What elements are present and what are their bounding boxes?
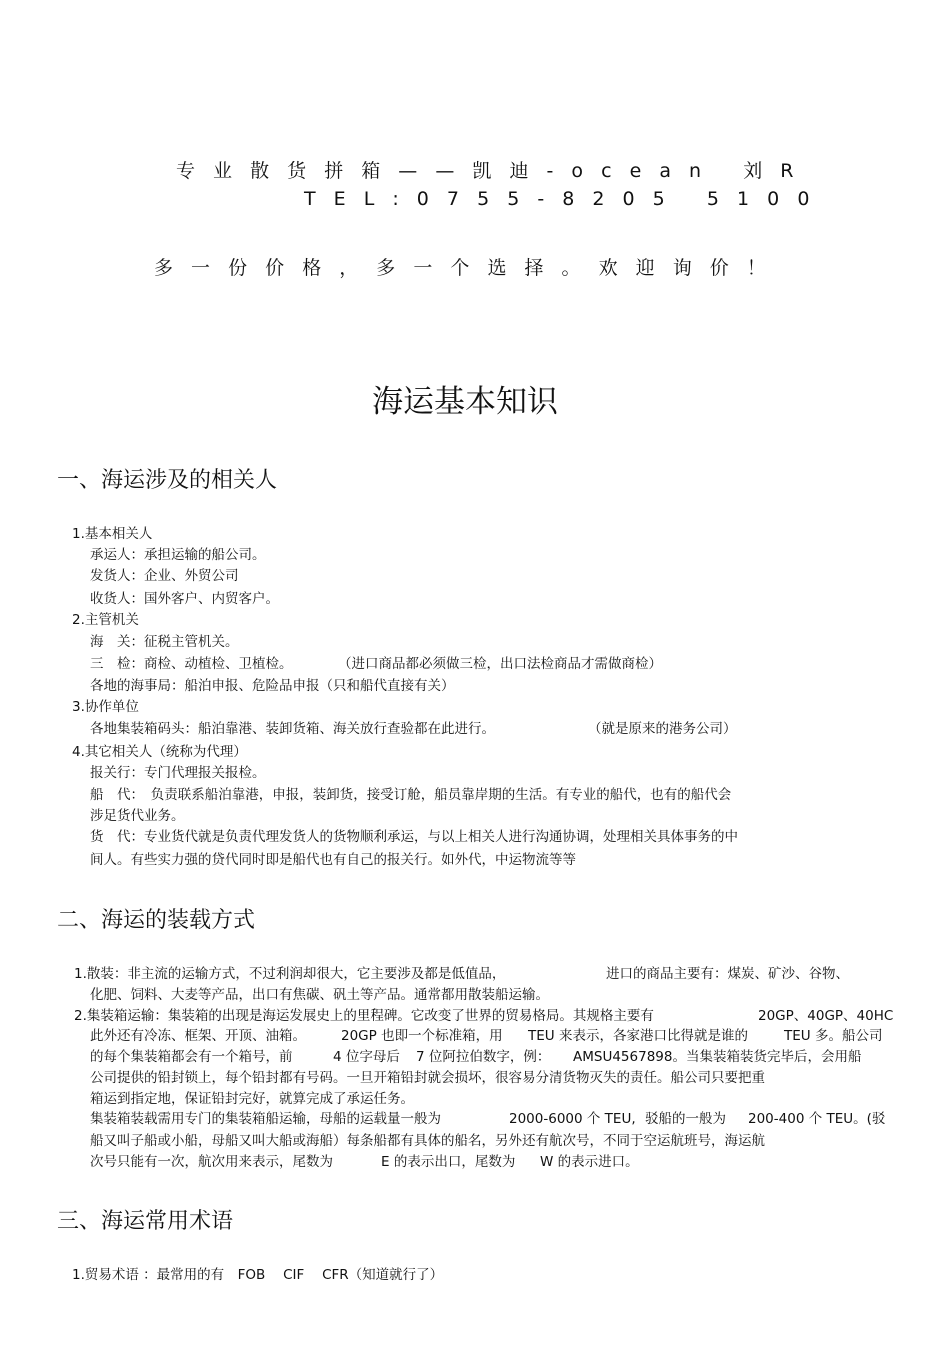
s2p3-line3a: 次号只能有一次，航次用来表示，尾数为 xyxy=(90,1154,333,1170)
s2-line2a: 三 检：商检、动植检、卫植检。 xyxy=(90,656,293,672)
s2p3-line1d: 200-400 个 TEU。(驳 xyxy=(748,1111,886,1127)
s4-line1: 报关行：专门代理报关报检。 xyxy=(90,765,266,781)
s2p2-line3c: 7 位阿拉伯数字，例： xyxy=(416,1049,551,1065)
s2p2-line1b: 20GP、40GP、40HC xyxy=(758,1008,894,1024)
s2-line2b: （进口商品都必须做三检，出口法检商品才需做商检） xyxy=(338,656,662,672)
s2p2-line3a: 的每个集装箱都会有一个箱号，前 xyxy=(90,1049,293,1065)
s2p1-line1a: 1.散装：非主流的运输方式，不过利润却很大，它主要涉及都是低值品， xyxy=(74,966,506,982)
s2p3-line1a: 集装箱装载需用专门的集装箱船运输，母船的运载量一般为 xyxy=(90,1111,441,1127)
s4-title: 4.其它相关人（统称为代理） xyxy=(72,744,247,760)
banner-line1: 专业散货拼箱——凯迪-ocean 刘R xyxy=(176,160,812,182)
s2p2-line4: 公司提供的铅封锁上，每个铅封都有号码。一旦开箱铅封就会损坏，很容易分清货物灭失的责任。船公司只要把重 xyxy=(90,1070,765,1086)
s2-title: 2.主管机关 xyxy=(72,612,139,628)
s4-line3: 涉足货代业务。 xyxy=(90,808,185,824)
s1-title: 1.基本相关人 xyxy=(72,526,153,542)
section3-heading: 三、海运常用术语 xyxy=(57,1209,234,1234)
s3p1-line: 1.贸易术语 ：最常用的有 FOB CIF CFR（知道就行了） xyxy=(72,1267,444,1283)
s2p1-line2: 化肥、饲料、大麦等产品，出口有焦碳、矾土等产品。通常都用散装船运输。 xyxy=(90,987,549,1003)
s2-line3: 各地的海事局：船泊申报、危险品申报（只和船代直接有关） xyxy=(90,678,455,694)
banner-line2: TEL:0755-8205 5100 xyxy=(304,188,828,210)
s1-line2: 发货人：企业、外贸公司 xyxy=(90,568,239,584)
s2-line1: 海 关：征税主管机关。 xyxy=(90,634,239,650)
s1-line3: 收货人：国外客户、内贸客户。 xyxy=(90,591,279,607)
document-title: 海运基本知识 xyxy=(372,384,558,420)
section1-heading: 一、海运涉及的相关人 xyxy=(57,468,278,493)
s2p2-line1a: 2.集装箱运输：集装箱的出现是海运发展史上的里程碑。它改变了世界的贸易格局。其规格主要有 xyxy=(74,1008,654,1024)
s2p3-line3c: W 的表示进口。 xyxy=(540,1154,639,1170)
banner-line3: 多一份价格，多一个选择。欢迎询价！ xyxy=(154,257,784,279)
s2p2-line2c: TEU 来表示，各家港口比得就是谁的 xyxy=(528,1028,748,1044)
s2p3-line1c: 驳船的一般为 xyxy=(645,1111,726,1127)
s2p2-line3d: AMSU4567898。当集装箱装货完毕后，会用船 xyxy=(573,1049,862,1065)
s2p2-line2b: 20GP 也即一个标准箱，用 xyxy=(341,1028,503,1044)
section2-heading: 二、海运的装载方式 xyxy=(57,908,256,933)
s3-line1b: （就是原来的港务公司） xyxy=(588,721,737,737)
s2p3-line2: 船又叫子船或小船，母船又叫大船或海船）每条船都有具体的船名，另外还有航次号，不同于空运航班号，海运航 xyxy=(90,1133,765,1149)
s2p1-line1b: 进口的商品主要有：煤炭、矿沙、谷物、 xyxy=(606,966,849,982)
s2p3-line3b: E 的表示出口，尾数为 xyxy=(381,1154,516,1170)
s3-title: 3.协作单位 xyxy=(72,699,139,715)
s4-line2: 船 代： 负责联系船泊靠港，申报，装卸货，接受订舱，船员靠岸期的生活。有专业的船代，也有的船代会 xyxy=(90,787,732,803)
s2p2-line2a: 此外还有冷冻、框架、开顶、油箱。 xyxy=(90,1028,306,1044)
s2p3-line1b: 2000-6000 个 TEU, xyxy=(509,1111,636,1127)
s2p2-line3b: 4 位字母后 xyxy=(333,1049,400,1065)
s2p2-line5: 箱运到指定地，保证铅封完好，就算完成了承运任务。 xyxy=(90,1091,414,1107)
s2p2-line2d: TEU 多。船公司 xyxy=(784,1028,883,1044)
s4-line5: 间人。有些实力强的贷代同时即是船代也有自己的报关行。如外代，中运物流等等 xyxy=(90,852,576,868)
s1-line1: 承运人：承担运输的船公司。 xyxy=(90,547,266,563)
s4-line4: 货 代：专业货代就是负责代理发货人的货物顺利承运，与以上相关人进行沟通协调，处理相关具体事务的中 xyxy=(90,829,738,845)
s3-line1a: 各地集装箱码头：船泊靠港、装卸货箱、海关放行查验都在此进行。 xyxy=(90,721,495,737)
